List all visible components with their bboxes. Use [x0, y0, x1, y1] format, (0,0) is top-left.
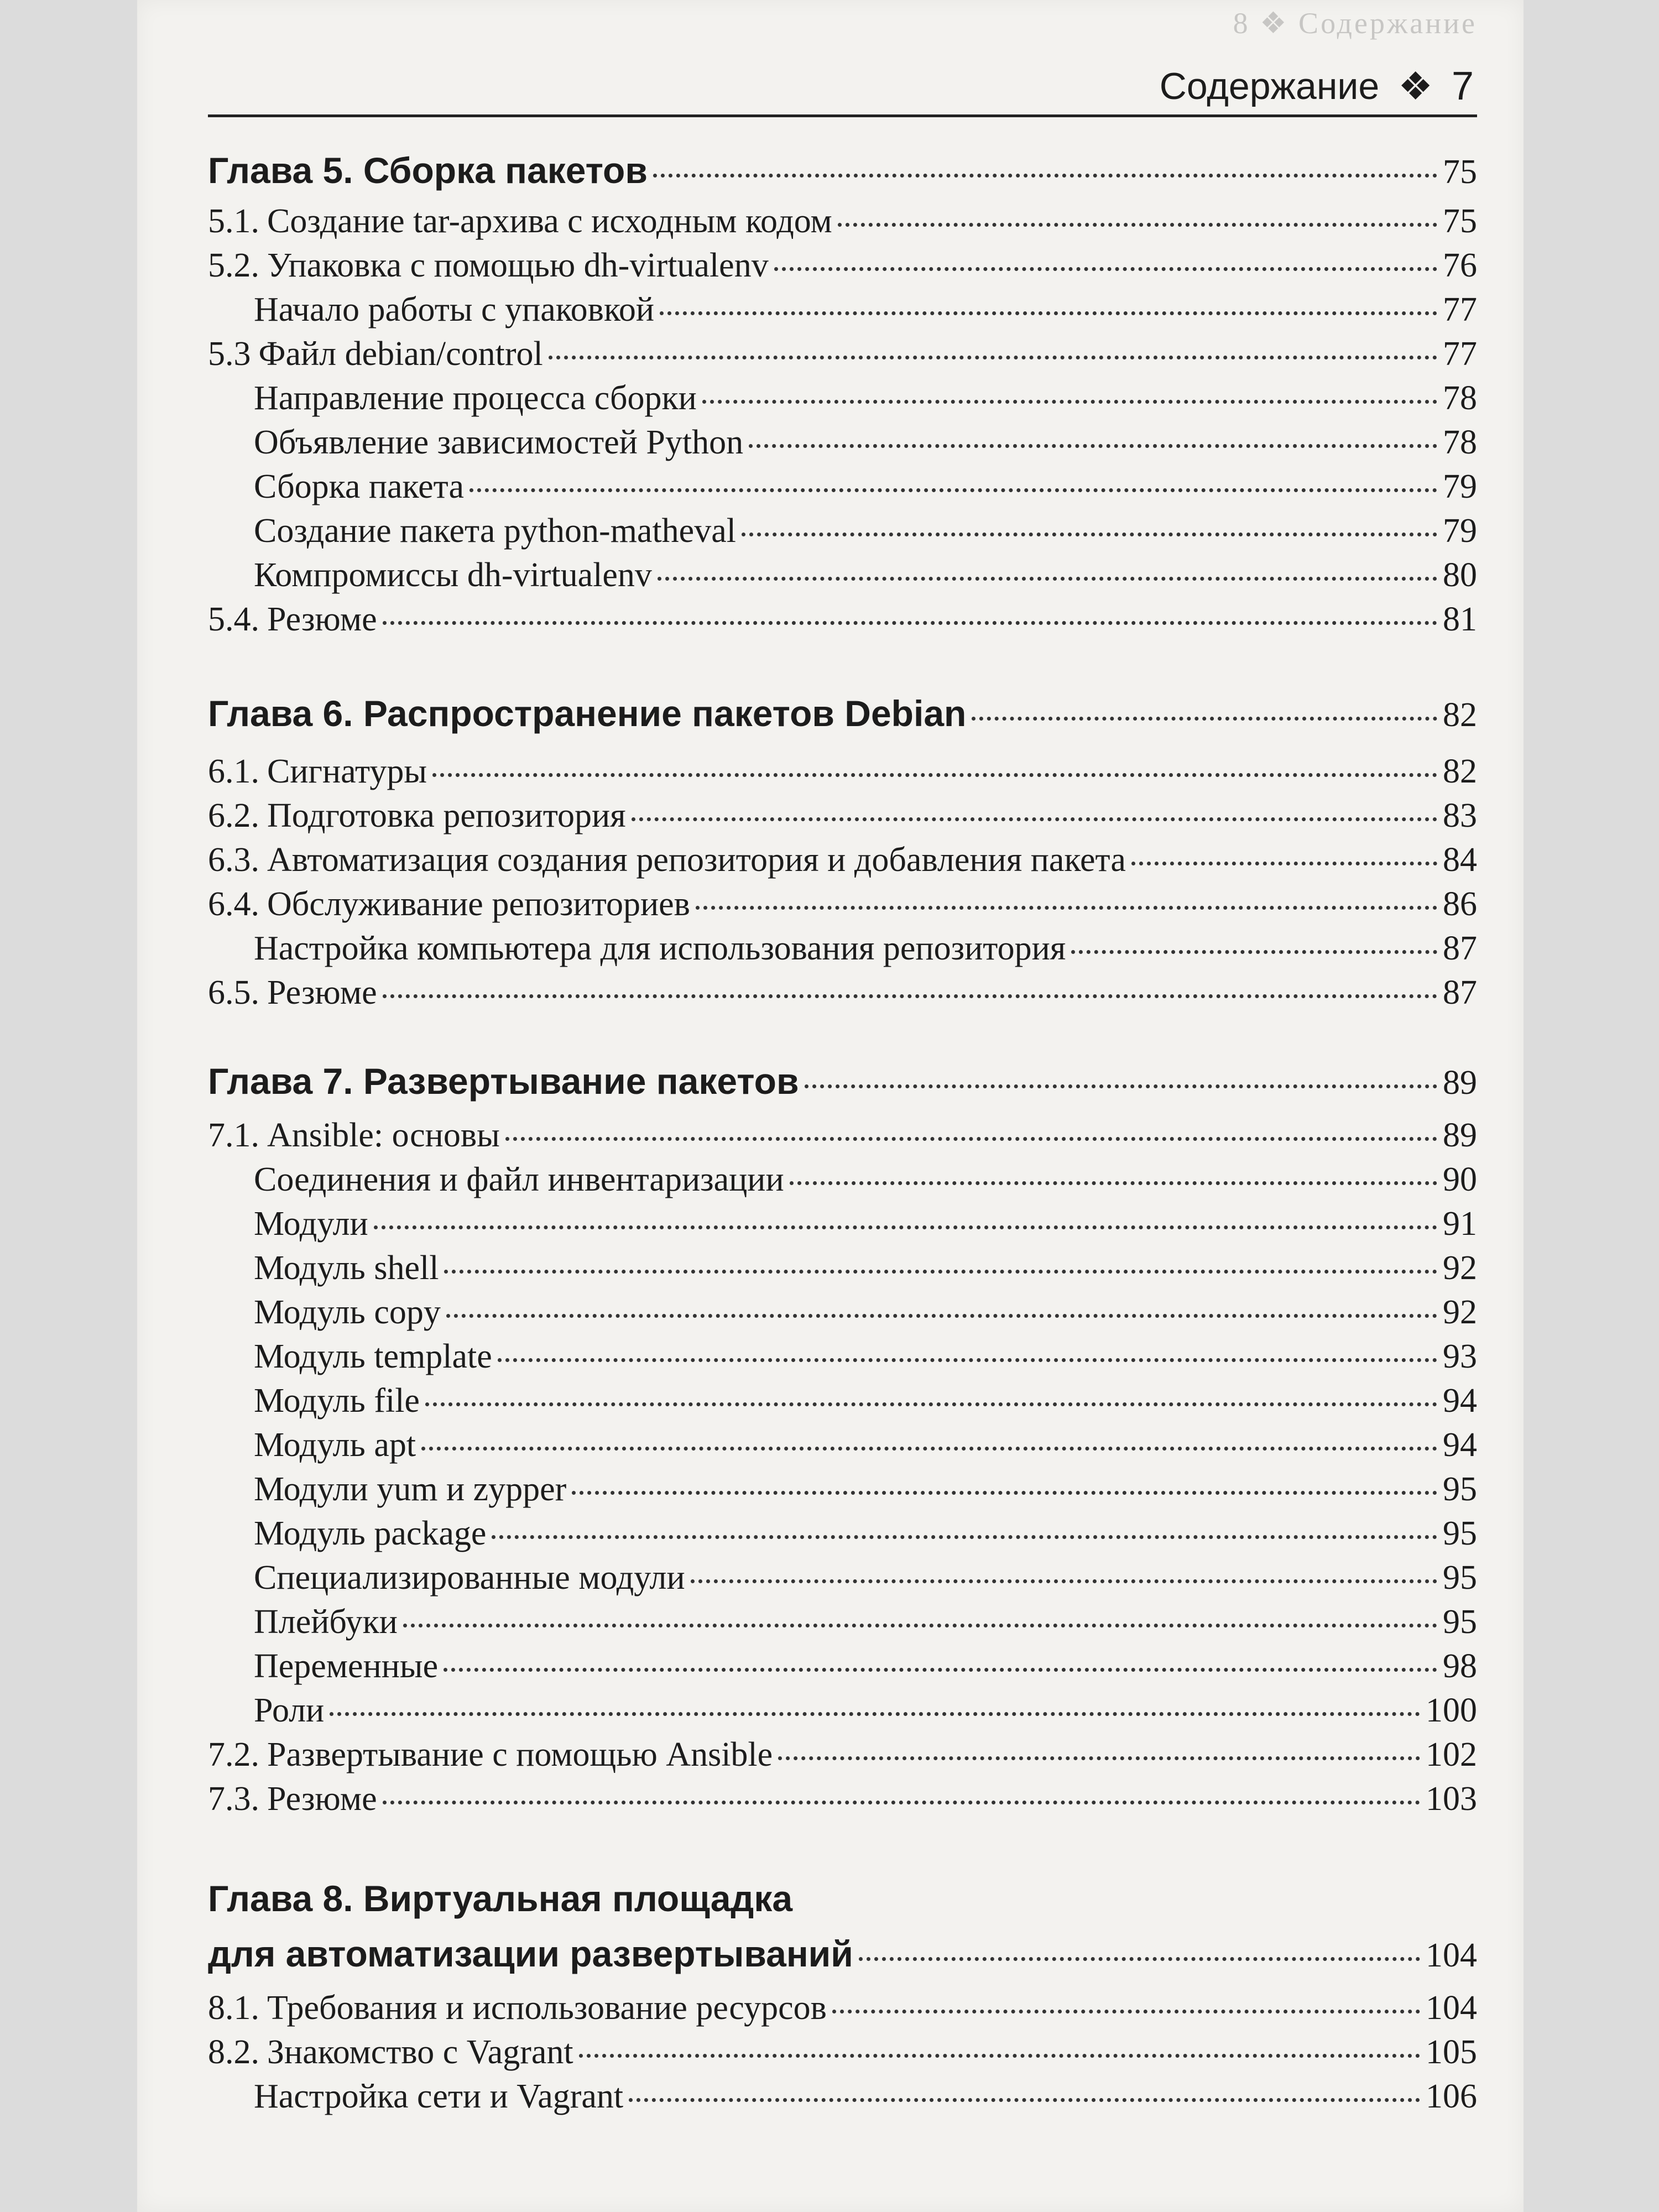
dot-leader [572, 1491, 1437, 1495]
section-number: 5.2. [208, 247, 259, 284]
section-page-number: 93 [1443, 1338, 1477, 1375]
dot-leader [425, 1402, 1437, 1406]
dot-leader [696, 906, 1437, 910]
section-number: 7.1. [208, 1117, 259, 1154]
dot-leader [1071, 950, 1437, 954]
section-page-number: 95 [1443, 1559, 1477, 1597]
section-page-number: 77 [1443, 335, 1477, 373]
toc-entry[interactable] [208, 973, 1477, 1018]
section-title: Резюме [267, 1780, 377, 1818]
dot-leader [790, 1181, 1437, 1185]
chapter-title: Глава 7. Развертывание пакетов [208, 1061, 799, 1102]
section-title: Создание пакета python-matheval [254, 512, 736, 550]
dot-leader [749, 444, 1437, 448]
dot-leader [505, 1137, 1437, 1141]
toc-subentry[interactable] [208, 512, 1477, 556]
section-number: 6.1. [208, 753, 259, 790]
section-page-number: 98 [1443, 1647, 1477, 1685]
dot-leader [778, 1756, 1420, 1760]
section-title: Компромиссы dh-virtualenv [254, 556, 652, 594]
dot-leader [579, 2054, 1420, 2058]
toc-entry[interactable] [208, 335, 1477, 379]
toc-subentry[interactable] [208, 1160, 1477, 1204]
dot-leader [838, 223, 1437, 227]
section-title: Создание tar-архива с исходным кодом [267, 202, 832, 240]
toc-entry[interactable] [208, 752, 1477, 796]
dot-leader [421, 1447, 1437, 1451]
section-title: Автоматизация создания репозитория и добавления пакета [267, 841, 1126, 879]
section-number: 8.1. [208, 1989, 259, 2027]
toc-entry[interactable] [208, 841, 1477, 885]
section-page-number: 92 [1443, 1249, 1477, 1287]
toc-subentry[interactable] [208, 379, 1477, 423]
dot-leader [805, 1084, 1437, 1088]
section-title: Модуль template [254, 1338, 492, 1375]
section-page-number: 78 [1443, 424, 1477, 461]
section-page-number: 95 [1443, 1470, 1477, 1508]
bleed-through-text: 8 ❖ Содержание [1233, 7, 1477, 40]
section-title: Модуль copy [254, 1293, 441, 1331]
toc-entry[interactable] [208, 202, 1477, 246]
section-title: Обслуживание репозиториев [267, 885, 690, 923]
section-page-number: 94 [1443, 1382, 1477, 1420]
toc-subentry[interactable] [208, 467, 1477, 512]
section-page-number: 87 [1443, 930, 1477, 967]
section-title: Специализированные модули [254, 1559, 685, 1597]
toc-subentry[interactable] [208, 1558, 1477, 1603]
toc-entry[interactable] [208, 1780, 1477, 1824]
section-title: Роли [254, 1692, 325, 1729]
dot-leader [383, 1801, 1420, 1804]
section-title: Начало работы с упаковкой [254, 291, 655, 328]
toc-subentry[interactable] [208, 1293, 1477, 1337]
toc-subentry[interactable] [208, 1426, 1477, 1470]
section-page-number: 80 [1443, 556, 1477, 594]
section-page-number: 105 [1426, 2033, 1477, 2071]
toc-entry[interactable] [208, 1116, 1477, 1160]
section-number: 8.2. [208, 2033, 259, 2071]
section-page-number: 77 [1443, 291, 1477, 328]
chapter-page-number: 104 [1426, 1937, 1477, 1974]
toc-entry[interactable] [208, 1735, 1477, 1780]
toc-subentry[interactable] [208, 1249, 1477, 1293]
chapter-page-number: 82 [1443, 696, 1477, 734]
chapter-title-line1: Глава 8. Виртуальная площадка [208, 1878, 793, 1919]
section-title: Переменные [254, 1647, 439, 1685]
section-page-number: 91 [1443, 1205, 1477, 1243]
chapter-title: для автоматизации развертываний [208, 1933, 853, 1974]
toc-subentry[interactable] [208, 929, 1477, 973]
toc-entry[interactable] [208, 885, 1477, 929]
dot-leader [469, 488, 1437, 492]
toc-subentry[interactable] [208, 1204, 1477, 1249]
section-number: 7.3. [208, 1780, 259, 1818]
dot-leader [742, 533, 1437, 536]
dot-leader [498, 1358, 1437, 1362]
section-title: Сборка пакета [254, 468, 465, 505]
section-page-number: 87 [1443, 974, 1477, 1011]
dot-leader [383, 621, 1437, 625]
toc-entry[interactable] [208, 1989, 1477, 2033]
toc-subentry[interactable] [208, 556, 1477, 600]
section-title: Подготовка репозитория [267, 797, 626, 834]
section-number: 5.4. [208, 601, 259, 638]
section-page-number: 103 [1426, 1780, 1477, 1818]
section-page-number: 76 [1443, 247, 1477, 284]
dot-leader [330, 1712, 1420, 1716]
chapter-heading[interactable] [208, 1060, 1477, 1110]
section-title: Развертывание с помощью Ansible [267, 1736, 773, 1773]
ornament-icon: ❖ [1398, 65, 1433, 108]
toc-subentry[interactable] [208, 1381, 1477, 1426]
section-page-number: 95 [1443, 1515, 1477, 1552]
dot-leader [774, 267, 1437, 271]
chapter-title: Глава 5. Сборка пакетов [208, 150, 648, 191]
toc-subentry[interactable] [208, 1514, 1477, 1558]
dot-leader [444, 1270, 1437, 1274]
dot-leader [972, 717, 1437, 721]
chapter-page-number: 89 [1443, 1064, 1477, 1102]
section-page-number: 95 [1443, 1603, 1477, 1641]
dot-leader [403, 1624, 1437, 1627]
section-page-number: 78 [1443, 379, 1477, 417]
chapter-heading[interactable] [208, 692, 1477, 742]
section-page-number: 79 [1443, 512, 1477, 550]
chapter-heading[interactable] [208, 1933, 1477, 1983]
section-page-number: 89 [1443, 1117, 1477, 1154]
section-page-number: 106 [1426, 2078, 1477, 2115]
dot-leader [702, 400, 1437, 404]
toc-subentry[interactable] [208, 1603, 1477, 1647]
running-head-title: Содержание [1159, 65, 1380, 107]
section-page-number: 81 [1443, 601, 1477, 638]
section-number: 5.3 [208, 335, 251, 373]
section-page-number: 79 [1443, 468, 1477, 505]
section-title: Резюме [267, 974, 377, 1011]
section-number: 6.2. [208, 797, 259, 834]
section-page-number: 92 [1443, 1293, 1477, 1331]
section-number: 6.4. [208, 885, 259, 923]
section-title: Требования и использование ресурсов [267, 1989, 827, 2027]
section-page-number: 104 [1426, 1989, 1477, 2027]
section-title: Модуль apt [254, 1426, 416, 1464]
section-title: Упаковка с помощью dh-virtualenv [267, 247, 769, 284]
section-number: 6.5. [208, 974, 259, 1011]
section-page-number: 86 [1443, 885, 1477, 923]
section-title: Направление процесса сборки [254, 379, 697, 417]
section-number: 6.3. [208, 841, 259, 879]
page-number: 7 [1451, 64, 1474, 108]
section-title: Плейбуки [254, 1603, 398, 1641]
section-title: Знакомство с Vagrant [267, 2033, 573, 2071]
toc-subentry[interactable] [208, 1691, 1477, 1735]
section-page-number: 83 [1443, 797, 1477, 834]
dot-leader [691, 1579, 1437, 1583]
toc-entry[interactable] [208, 246, 1477, 290]
section-page-number: 102 [1426, 1736, 1477, 1773]
toc-subentry[interactable] [208, 1647, 1477, 1691]
section-page-number: 82 [1443, 753, 1477, 790]
section-title: Модули [254, 1205, 368, 1243]
dot-leader [446, 1314, 1437, 1318]
chapter-heading[interactable] [208, 149, 1477, 199]
section-title: Объявление зависимостей Python [254, 424, 744, 461]
section-page-number: 84 [1443, 841, 1477, 879]
toc-subentry[interactable] [208, 290, 1477, 335]
section-title: Модули yum и zypper [254, 1470, 567, 1508]
dot-leader [444, 1668, 1437, 1672]
section-page-number: 94 [1443, 1426, 1477, 1464]
dot-leader [629, 2098, 1420, 2102]
section-number: 5.1. [208, 202, 259, 240]
chapter-page-number: 75 [1443, 153, 1477, 191]
toc-subentry[interactable] [208, 423, 1477, 467]
section-title: Ansible: основы [267, 1117, 500, 1154]
dot-leader [374, 1225, 1437, 1229]
section-title: Сигнатуры [267, 753, 427, 790]
chapter-title: Глава 6. Распространение пакетов Debian [208, 693, 967, 734]
toc-entry[interactable] [208, 2033, 1477, 2077]
toc-subentry[interactable] [208, 2077, 1477, 2121]
section-title: Модуль shell [254, 1249, 439, 1287]
section-number: 7.2. [208, 1736, 259, 1773]
toc-subentry[interactable] [208, 1470, 1477, 1514]
section-page-number: 100 [1426, 1692, 1477, 1729]
section-title: Файл debian/control [258, 335, 543, 373]
dot-leader [832, 2010, 1420, 2013]
section-title: Настройка компьютера для использования репозитория [254, 930, 1066, 967]
dot-leader [549, 356, 1437, 359]
section-title: Резюме [267, 601, 377, 638]
header-rule [208, 114, 1477, 117]
book-page [137, 0, 1524, 2212]
section-title: Модуль file [254, 1382, 420, 1420]
dot-leader [1131, 862, 1437, 865]
dot-leader [632, 817, 1437, 821]
dot-leader [492, 1535, 1437, 1539]
running-head [1160, 53, 1474, 119]
toc-subentry[interactable] [208, 1337, 1477, 1381]
dot-leader [658, 577, 1437, 581]
dot-leader [653, 174, 1437, 178]
dot-leader [383, 994, 1437, 998]
toc-entry[interactable] [208, 600, 1477, 644]
dot-leader [432, 773, 1437, 777]
section-page-number: 75 [1443, 202, 1477, 240]
section-page-number: 90 [1443, 1161, 1477, 1198]
toc-entry[interactable] [208, 796, 1477, 841]
dot-leader [859, 1957, 1420, 1961]
section-title: Модуль package [254, 1515, 487, 1552]
section-title: Настройка сети и Vagrant [254, 2078, 624, 2115]
section-title: Соединения и файл инвентаризации [254, 1161, 784, 1198]
dot-leader [660, 311, 1437, 315]
